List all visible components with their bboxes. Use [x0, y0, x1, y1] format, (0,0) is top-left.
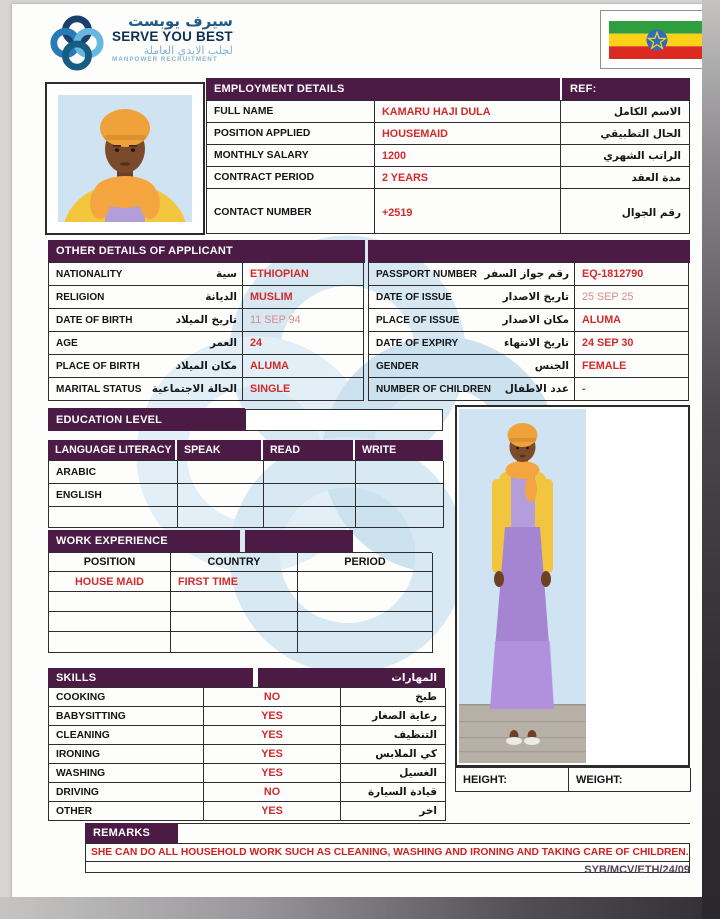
- skill-arabic: الغسيل: [399, 767, 437, 779]
- work-experience-header: WORK EXPERIENCE: [48, 530, 240, 552]
- skill-label: DRIVING: [49, 783, 204, 802]
- field-value: KAMARU HAJI DULA: [375, 101, 561, 123]
- cell: FIRST TIME: [171, 572, 298, 592]
- field-label: PASSPORT NUMBER: [376, 268, 477, 280]
- language-literacy-table: [48, 460, 443, 528]
- agency-arabic-tagline: لجلب الايدي العاملة: [143, 43, 233, 57]
- field-value: ALUMA: [243, 355, 364, 378]
- field-value: 1200: [375, 145, 561, 167]
- cell: [178, 461, 264, 484]
- other-details-header-right: [368, 240, 690, 262]
- skill-label: COOKING: [49, 688, 204, 707]
- field-arabic-label: الديانة: [205, 291, 237, 303]
- skill-value: YES: [204, 764, 341, 783]
- field-arabic-label: تاريخ الميلاد: [175, 314, 237, 326]
- field-value: HOUSEMAID: [375, 123, 561, 145]
- field-label: PLACE OF ISSUE: [376, 314, 460, 326]
- skill-arabic: التنظيف: [393, 729, 437, 741]
- field-value: +2519: [375, 189, 561, 234]
- skill-label: WASHING: [49, 764, 204, 783]
- headshot-illustration: [58, 95, 192, 222]
- skill-label: CLEANING: [49, 726, 204, 745]
- skill-value: YES: [204, 802, 341, 821]
- weight-label: WEIGHT:: [569, 768, 691, 792]
- cell: [178, 484, 264, 507]
- cell: [356, 484, 444, 507]
- field-value: 24: [243, 332, 364, 355]
- skills-table: [48, 687, 445, 821]
- work-experience-header-right: [245, 530, 353, 552]
- skill-arabic: رعاية الصغار: [372, 710, 437, 722]
- photo-edge-shadow-bottom: [0, 897, 702, 919]
- skill-arabic: كي الملابس: [375, 748, 437, 760]
- field-arabic-label: الاسم الكامل: [613, 105, 681, 118]
- cell: [264, 484, 356, 507]
- agency-english-tagline: MANPOWER RECRUITMENT: [112, 56, 218, 64]
- field-label: MONTHLY SALARY: [207, 145, 375, 167]
- skill-arabic: طبخ: [415, 691, 437, 703]
- other-details-right-table: [368, 262, 690, 401]
- ref-header: REF:: [562, 78, 690, 100]
- field-arabic-label: تاريخ الانتهاء: [504, 337, 569, 349]
- field-value: 11 SEP 94: [243, 309, 364, 332]
- other-details-left-table: [48, 262, 365, 401]
- cell: [298, 612, 433, 632]
- remarks-text: SHE CAN DO ALL HOUSEHOLD WORK SUCH AS CLEANING, WASHING AND IRONING AND TAKING CARE OF CHILDREN.: [85, 843, 690, 862]
- field-label: NUMBER OF CHILDREN: [376, 383, 491, 395]
- field-label: POSITION APPLIED: [207, 123, 375, 145]
- field-value: 2 YEARS: [375, 167, 561, 189]
- remarks-header: REMARKS: [85, 823, 178, 843]
- document-code: SYB/MCV/ETH/24/09: [584, 864, 690, 876]
- field-arabic-label: تاريخ الاصدار: [502, 291, 569, 303]
- measurements-row: [455, 767, 690, 792]
- ethiopia-flag-box: [600, 10, 713, 69]
- cell: HOUSE MAID: [49, 572, 171, 592]
- skill-value: NO: [204, 783, 341, 802]
- field-arabic-label: مدة العقد: [631, 171, 681, 184]
- field-label: NATIONALITY: [56, 268, 123, 280]
- field-arabic-label: الجنس: [534, 360, 569, 372]
- cell: [264, 461, 356, 484]
- field-value: FEMALE: [575, 355, 689, 378]
- remarks-top-rule: [178, 823, 690, 824]
- column-header: LANGUAGE LITERACY: [48, 440, 177, 460]
- cell: [298, 572, 433, 592]
- skill-arabic: قيادة السيارة: [367, 786, 437, 798]
- skill-value: YES: [204, 745, 341, 764]
- column-header: POSITION: [49, 553, 171, 572]
- field-label: AGE: [56, 337, 78, 349]
- photo-edge-shadow-right: [702, 0, 720, 919]
- education-level-value: [245, 409, 443, 431]
- education-level-header: EDUCATION LEVEL: [48, 408, 245, 431]
- field-label: FULL NAME: [207, 101, 375, 123]
- cell: [171, 592, 298, 612]
- field-arabic-label: عدد الاطفال: [504, 383, 569, 395]
- column-header: COUNTRY: [171, 553, 298, 572]
- field-label: DATE OF ISSUE: [376, 291, 452, 303]
- cell: [356, 507, 444, 528]
- field-label: RELIGION: [56, 291, 105, 303]
- language-name: ENGLISH: [49, 484, 178, 507]
- field-label: CONTRACT PERIOD: [207, 167, 375, 189]
- cell: [171, 612, 298, 632]
- cell: [356, 461, 444, 484]
- field-arabic-label: رقم جواز السفر: [484, 268, 569, 280]
- column-header: SPEAK: [177, 440, 263, 460]
- cell: [49, 632, 171, 653]
- field-value: -: [575, 378, 689, 401]
- column-header: PERIOD: [298, 553, 433, 572]
- cell: [298, 632, 433, 653]
- skill-value: YES: [204, 726, 341, 745]
- field-value: MUSLIM: [243, 286, 364, 309]
- field-label: DATE OF BIRTH: [56, 314, 133, 326]
- language-name: ARABIC: [49, 461, 178, 484]
- field-arabic-label: الحالة الاجتماعية: [151, 383, 237, 395]
- field-label: GENDER: [376, 360, 419, 372]
- skill-label: OTHER: [49, 802, 204, 821]
- field-arabic-label: مكان الاصدار: [502, 314, 569, 326]
- fullbody-illustration: [459, 409, 586, 763]
- employment-details-table: [206, 100, 690, 234]
- field-value: SINGLE: [243, 378, 364, 401]
- knot-rings-logo-icon: [48, 14, 106, 72]
- other-details-header: OTHER DETAILS OF APPLICANT: [48, 240, 365, 262]
- skill-value: YES: [204, 707, 341, 726]
- language-name: [49, 507, 178, 528]
- field-value: 24 SEP 30: [575, 332, 689, 355]
- skill-label: IRONING: [49, 745, 204, 764]
- height-label: HEIGHT:: [456, 768, 569, 792]
- field-arabic-label: العمر: [209, 337, 237, 349]
- employment-details-header: EMPLOYMENT DETAILS: [206, 78, 560, 100]
- cell: [49, 612, 171, 632]
- field-label: DATE OF EXPIRY: [376, 337, 459, 349]
- language-literacy-header-row: [48, 440, 443, 460]
- field-label: MARITAL STATUS: [56, 383, 142, 395]
- skills-header-arabic: [258, 668, 445, 687]
- field-value: EQ-1812790: [575, 263, 689, 286]
- skills-arabic-title: المهارات: [391, 671, 437, 684]
- cell: [171, 632, 298, 653]
- ethiopia-flag-icon: [609, 21, 705, 59]
- agency-logo-block: [48, 14, 233, 72]
- field-arabic-label: الراتب الشهري: [603, 149, 681, 162]
- agency-english-name: SERVE YOU BEST: [112, 28, 233, 44]
- cell: [264, 507, 356, 528]
- field-arabic-label: مكان الميلاد: [175, 360, 237, 372]
- cell: [178, 507, 264, 528]
- skills-header: SKILLS: [48, 668, 253, 687]
- column-header: READ: [263, 440, 355, 460]
- field-value: 25 SEP 25: [575, 286, 689, 309]
- field-value: ETHIOPIAN: [243, 263, 364, 286]
- work-experience-table: [48, 552, 432, 653]
- cell: [298, 592, 433, 612]
- field-arabic-label: الحال التطبيقي: [600, 127, 681, 140]
- column-header: WRITE: [355, 440, 443, 460]
- applicant-fullbody-photo: [455, 405, 690, 767]
- skill-label: BABYSITTING: [49, 707, 204, 726]
- skill-value: NO: [204, 688, 341, 707]
- field-value: ALUMA: [575, 309, 689, 332]
- cell: [49, 592, 171, 612]
- skill-arabic: اخر: [419, 805, 437, 817]
- field-label: PLACE OF BIRTH: [56, 360, 140, 372]
- agency-arabic-name: سيرف يوبست: [128, 12, 233, 30]
- applicant-headshot-photo: [45, 82, 205, 235]
- field-arabic-label: رقم الجوال: [621, 206, 681, 219]
- field-label: CONTACT NUMBER: [207, 189, 375, 234]
- field-arabic-label: سية: [216, 268, 237, 280]
